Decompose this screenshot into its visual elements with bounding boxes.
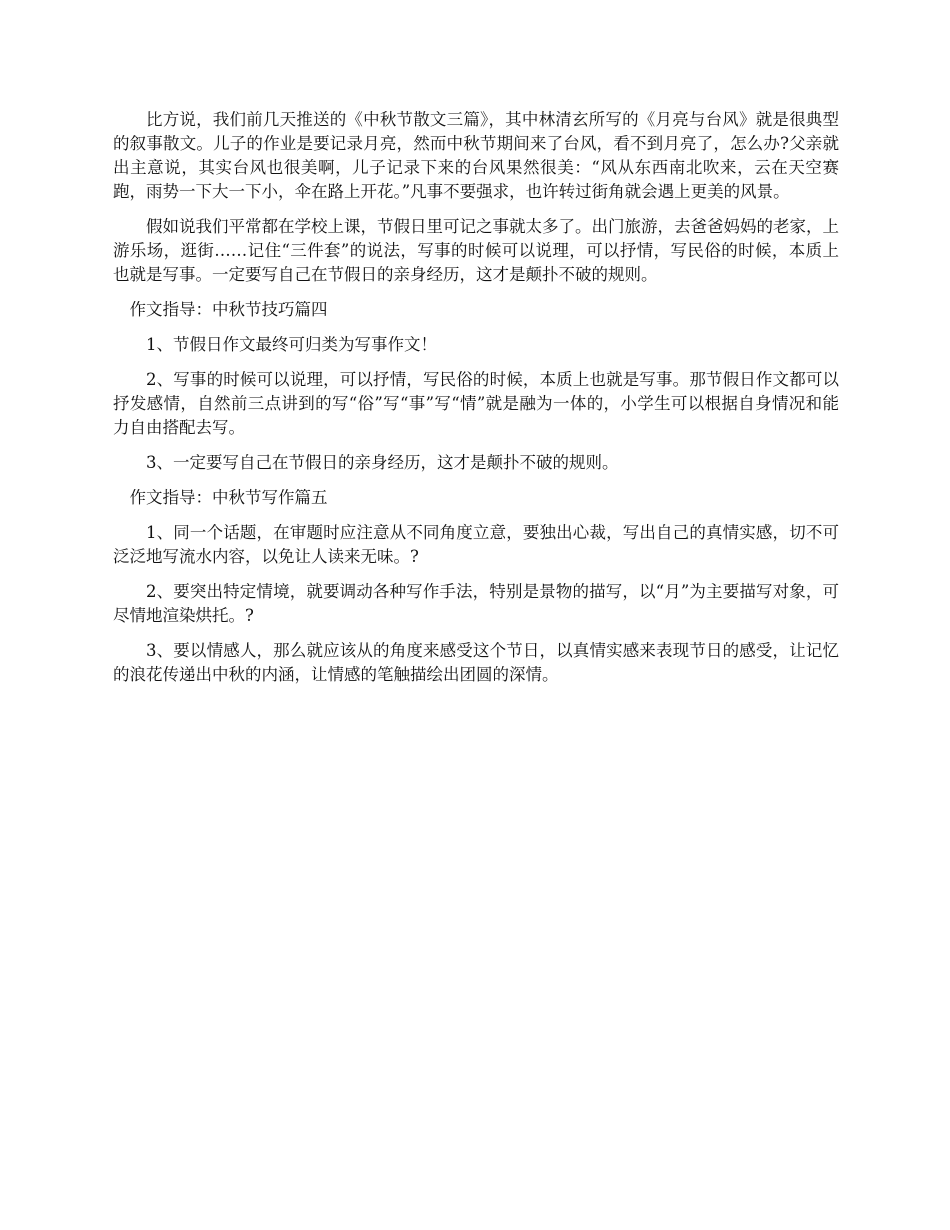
list-item-writing-3: 3、要以情感人，那么就应该从的角度来感受这个节日，以真情实感来表现节日的感受，让记忆的浪花传递出中秋的内涵，让情感的笔触描绘出团圆的深情。 xyxy=(113,641,839,684)
list-item-tip-1: 1、节假日作文最终可归类为写事作文！ xyxy=(146,335,437,354)
section-heading-part-four: 作文指导：中秋节技巧篇四 xyxy=(129,300,328,319)
list-item-tip-3: 3、一定要写自己在节假日的亲身经历，这才是颠扑不破的规则。 xyxy=(146,453,619,472)
section-heading-part-five: 作文指导：中秋节写作篇五 xyxy=(129,488,328,507)
paragraph-holiday-events: 假如说我们平常都在学校上课，节假日里可记之事就太多了。出门旅游，去爸爸妈妈的老家，上游乐场，逛街……记住“三件套”的说法，写事的时候可以说理，可以抒情，写民俗的时候，本质上也就是写事。一定要写自己在节假日的亲身经历，这才是颠扑不破的规则。 xyxy=(113,217,839,284)
document-body xyxy=(113,108,839,698)
list-item-tip-2: 2、写事的时候可以说理，可以抒情，写民俗的时候，本质上也就是写事。那节假日作文都可以抒发感情，自然前三点讲到的写“俗”写“事”写“情”就是融为一体的，小学生可以根据自身情况和能力自由搭配去写。 xyxy=(113,370,839,437)
list-item-writing-2: 2、要突出特定情境，就要调动各种写作手法，特别是景物的描写，以“月”为主要描写对象，可尽情地渲染烘托。? xyxy=(113,582,839,625)
paragraph-intro-example: 比方说，我们前几天推送的《中秋节散文三篇》，其中林清玄所写的《月亮与台风》就是很典型的叙事散文。儿子的作业是要记录月亮，然而中秋节期间来了台风，看不到月亮了，怎么办?父亲就出主意说，其实台风也很美啊，儿子记录下来的台风果然很美：“风从东西南北吹来，云在天空赛跑，雨势一下大一下小，伞在路上开花。”凡事不要强求，也许转过街角就会遇上更美的风景。 xyxy=(113,110,839,201)
list-item-writing-1: 1、同一个话题，在审题时应注意从不同角度立意，要独出心裁，写出自己的真情实感，切不可泛泛地写流水内容，以免让人读来无味。? xyxy=(113,523,839,566)
